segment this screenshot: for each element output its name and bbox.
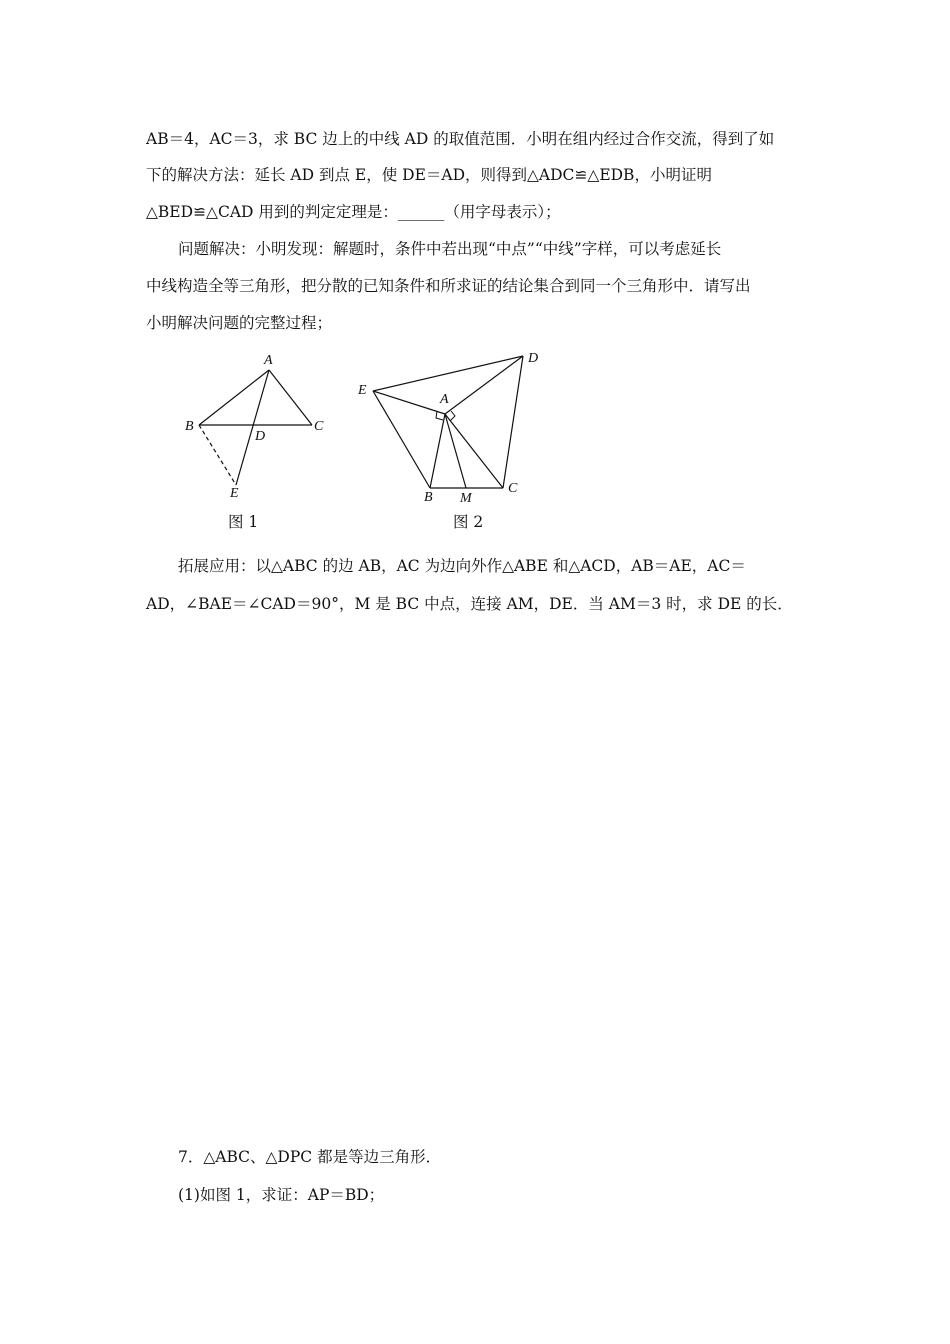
figure-2-caption: 图 2: [453, 513, 484, 531]
segment-BE-dashed: [199, 425, 236, 485]
label-M: M: [460, 491, 472, 506]
segment-AC: [445, 414, 503, 488]
figure-1: [170, 345, 340, 510]
segment-AE: [236, 370, 269, 485]
text-line: 拓展应用：以△ABC 的边 AB，AC 为边向外作△ABE 和△ACD，AB＝AE，AC＝: [178, 557, 746, 575]
segment-AB: [430, 414, 445, 488]
text-line: 小明解决问题的完整过程；: [146, 314, 333, 332]
question-7-title: 7．△ABC、△DPC 都是等边三角形．: [178, 1148, 442, 1166]
label-E: E: [358, 383, 367, 398]
label-D: D: [528, 351, 539, 366]
text-line: 问题解决：小明发现：解题时，条件中若出现“中点”“中线”字样，可以考虑延长: [178, 240, 722, 258]
segment-ED: [373, 356, 523, 391]
segment-DC: [503, 356, 523, 488]
segment-AC: [269, 370, 312, 425]
figure-2: [350, 340, 560, 515]
segment-AB: [199, 370, 269, 425]
label-C: C: [314, 419, 324, 434]
label-E: E: [230, 486, 239, 501]
text-line: AB＝4，AC＝3，求 BC 边上的中线 AD 的取值范围．小明在组内经过合作交流，得到了如: [146, 130, 775, 148]
label-C: C: [508, 481, 518, 496]
label-B: B: [185, 419, 194, 434]
text-line: 中线构造全等三角形，把分散的已知条件和所求证的结论集合到同一个三角形中．请写出: [146, 277, 751, 295]
figure-1-caption: 图 1: [228, 513, 259, 531]
question-7-part-1: (1)如图 1，求证：AP＝BD；: [178, 1186, 385, 1204]
segment-EB: [373, 391, 430, 488]
text-line: 下的解决方法：延长 AD 到点 E，使 DE＝AD，则得到△ADC≌△EDB，小明证明: [146, 166, 712, 184]
label-A: A: [440, 392, 449, 407]
label-D: D: [255, 429, 266, 444]
text-line: AD，∠BAE＝∠CAD＝90°，M 是 BC 中点，连接 AM，DE．当 AM＝3 时，求 DE 的长．: [146, 595, 793, 613]
label-A: A: [264, 353, 273, 368]
label-B: B: [424, 490, 433, 505]
right-angle-mark-CAD: [450, 411, 455, 421]
text-line: △BED≌△CAD 用到的判定定理是：______（用字母表示）；: [146, 203, 561, 221]
segment-AM: [445, 414, 466, 488]
